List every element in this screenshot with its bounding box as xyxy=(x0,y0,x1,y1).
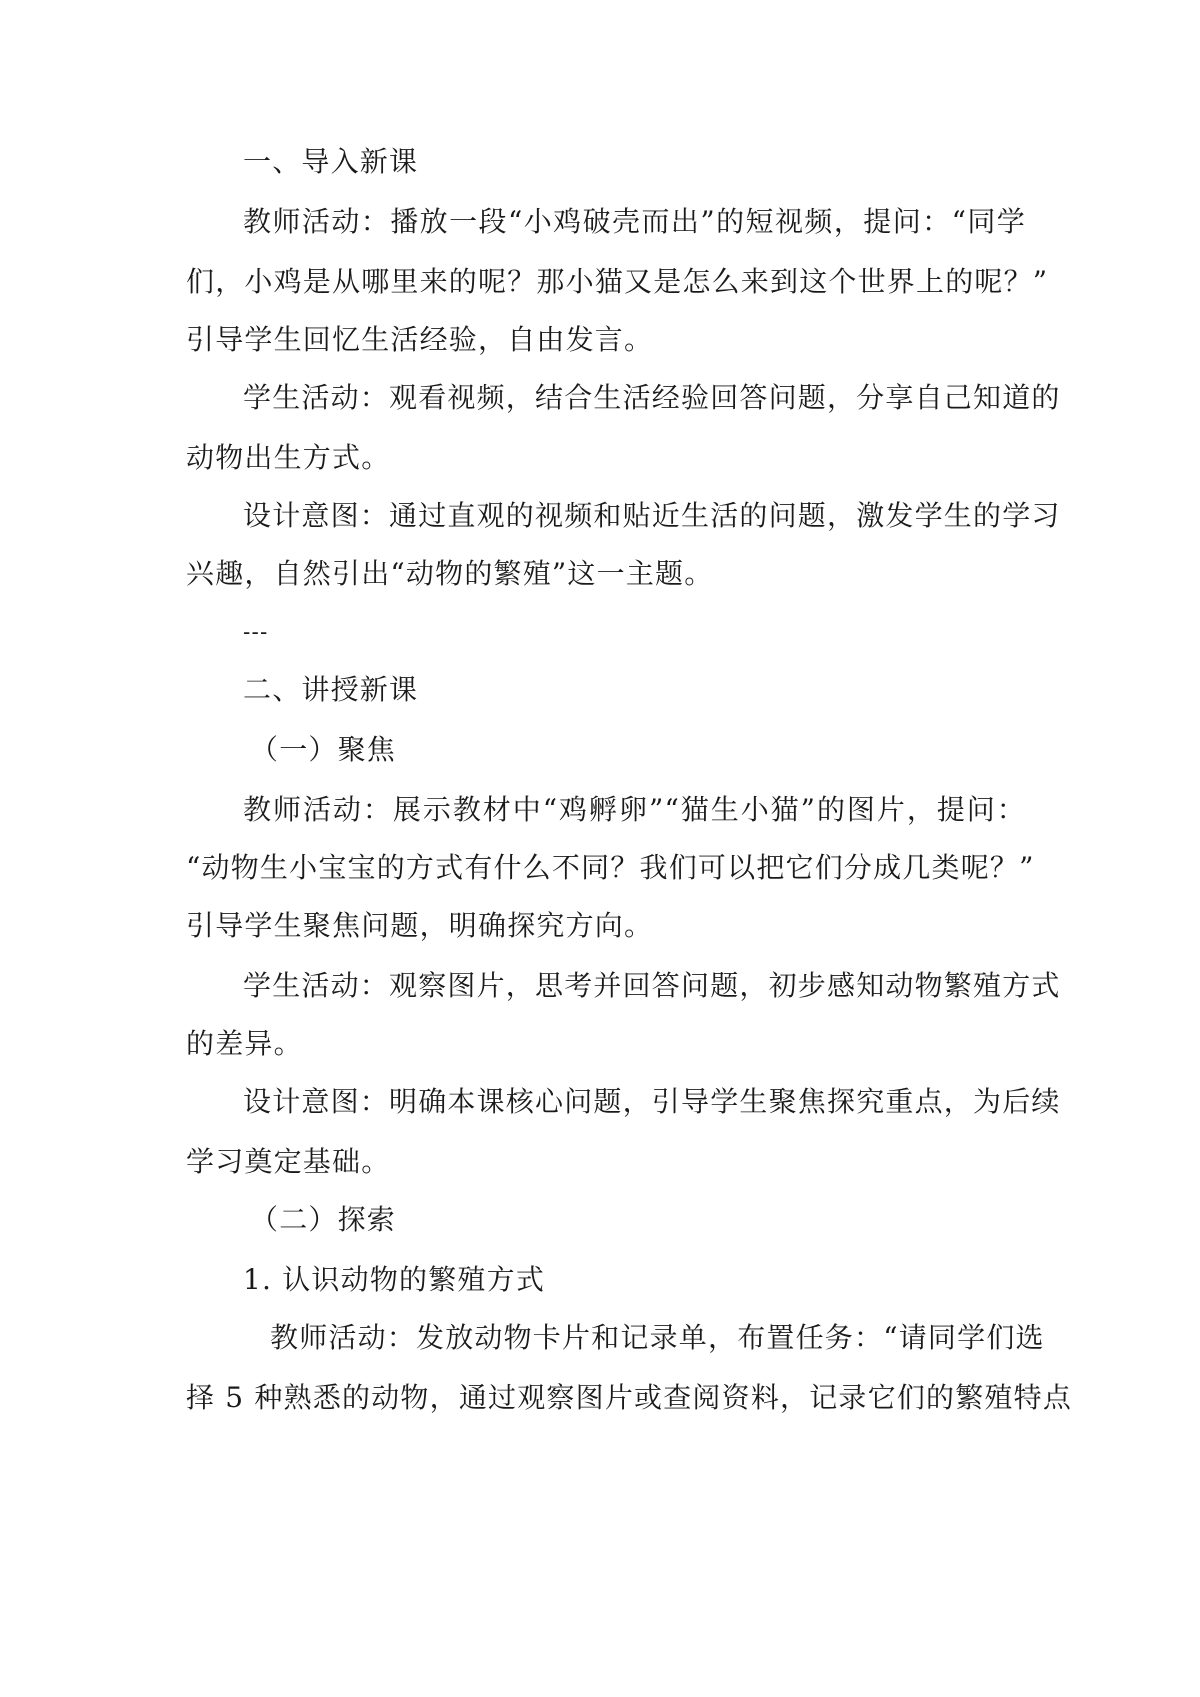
paragraph-line: 学生活动：观察图片，思考并回答问题，初步感知动物繁殖方式 xyxy=(243,969,1061,1002)
paragraph-line: 设计意图：明确本课核心问题，引导学生聚焦探究重点，为后续 xyxy=(243,1085,1061,1118)
subsection-heading-focus: （一）聚焦 xyxy=(250,733,397,766)
paragraph-line: 教师活动：播放一段“小鸡破壳而出”的短视频，提问：“同学 xyxy=(243,205,1026,238)
paragraph-line: 学生活动：观看视频，结合生活经验回答问题，分享自己知道的 xyxy=(243,381,1061,414)
paragraph-line: 择 5 种熟悉的动物，通过观察图片或查阅资料，记录它们的繁殖特点 xyxy=(186,1381,1073,1414)
paragraph-line: 教师活动：发放动物卡片和记录单，布置任务：“请同学们选 xyxy=(270,1321,1045,1354)
paragraph-line: 教师活动：展示教材中“鸡孵卵”“猫生小猫”的图片，提问： xyxy=(243,793,1026,826)
subsection-heading-explore: （二）探索 xyxy=(250,1203,397,1236)
paragraph-line: 学习奠定基础。 xyxy=(186,1145,391,1178)
paragraph-line: 设计意图：通过直观的视频和贴近生活的问题，激发学生的学习 xyxy=(243,499,1061,532)
numbered-item-heading: 1. 认识动物的繁殖方式 xyxy=(243,1263,546,1296)
section-separator: --- xyxy=(243,619,269,644)
paragraph-line: 的差异。 xyxy=(186,1027,303,1060)
paragraph-line: 们，小鸡是从哪里来的呢？那小猫又是怎么来到这个世界上的呢？” xyxy=(186,265,1049,298)
section-heading-intro: 一、导入新课 xyxy=(243,145,419,178)
paragraph-line: 引导学生回忆生活经验，自由发言。 xyxy=(186,323,654,356)
section-heading-lecture: 二、讲授新课 xyxy=(243,673,419,706)
paragraph-line: 引导学生聚焦问题，明确探究方向。 xyxy=(186,909,654,942)
paragraph-line: “动物生小宝宝的方式有什么不同？我们可以把它们分成几类呢？” xyxy=(186,851,1035,884)
paragraph-line: 动物出生方式。 xyxy=(186,441,391,474)
paragraph-line: 兴趣，自然引出“动物的繁殖”这一主题。 xyxy=(186,557,714,590)
